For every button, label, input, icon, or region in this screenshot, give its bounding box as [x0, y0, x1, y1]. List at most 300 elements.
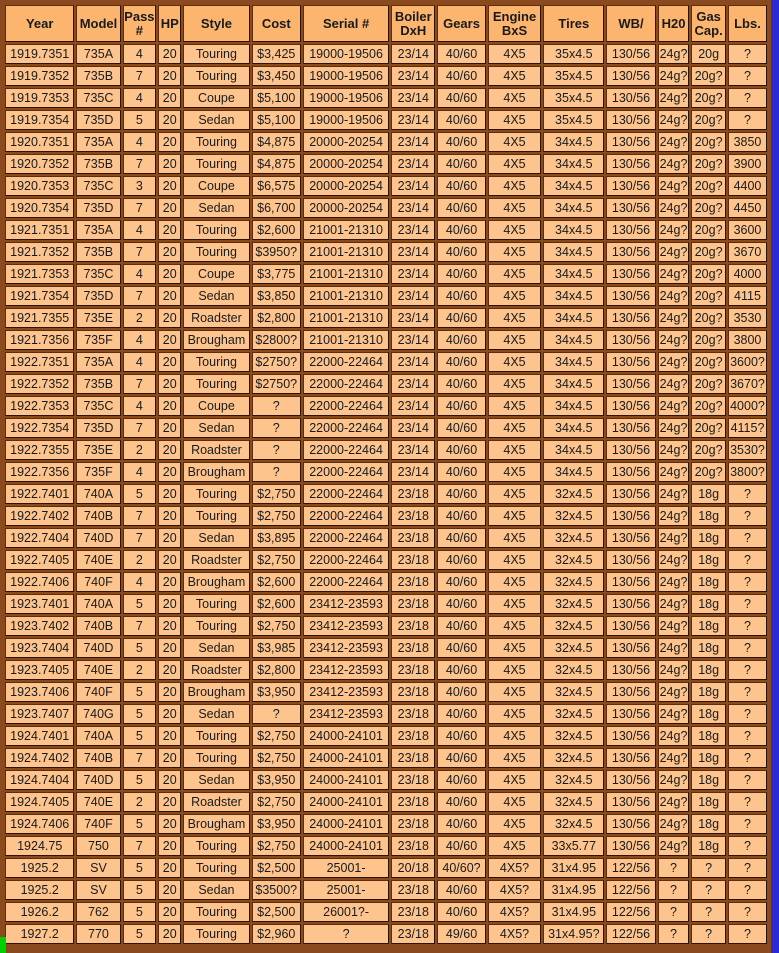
- cell-hp: 20: [158, 726, 181, 746]
- cell-h20: 24g?: [658, 506, 690, 526]
- cell-pass: 5: [123, 902, 157, 922]
- cell-boiler: 23/14: [391, 44, 435, 64]
- cell-model: 740B: [76, 616, 120, 636]
- cell-lbs: ?: [728, 792, 767, 812]
- cell-cost: $4,875: [252, 154, 301, 174]
- table-row: [5, 704, 767, 724]
- cell-model: 740F: [76, 682, 120, 702]
- cell-tires: 32x4.5: [543, 748, 604, 768]
- cell-style: Brougham: [183, 682, 249, 702]
- cell-engine: 4X5: [488, 792, 542, 812]
- cell-lbs: 3600?: [728, 352, 767, 372]
- cell-pass: 5: [123, 770, 157, 790]
- cell-engine: 4X5: [488, 726, 542, 746]
- table-row: [5, 308, 767, 328]
- cell-model: 740D: [76, 528, 120, 548]
- cell-gas-cap: 18g: [691, 638, 726, 658]
- table-row: [5, 880, 767, 900]
- table-row: [5, 220, 767, 240]
- cell-year: 1919.7351: [5, 44, 74, 64]
- cell-h20: 24g?: [658, 484, 690, 504]
- cell-wb: 122/56: [606, 924, 655, 944]
- cell-hp: 20: [158, 704, 181, 724]
- cell-engine: 4X5?: [488, 924, 542, 944]
- cell-boiler: 23/14: [391, 264, 435, 284]
- cell-gas-cap: 20g?: [691, 308, 726, 328]
- cell-boiler: 23/18: [391, 748, 435, 768]
- cell-gears: 40/60: [437, 902, 485, 922]
- cell-style: Touring: [183, 594, 249, 614]
- cell-hp: 20: [158, 638, 181, 658]
- cell-serial: 23412-23593: [303, 682, 389, 702]
- cell-boiler: 23/18: [391, 550, 435, 570]
- cell-engine: 4X5?: [488, 880, 542, 900]
- cell-boiler: 23/14: [391, 286, 435, 306]
- cell-serial: ?: [303, 924, 389, 944]
- cell-model: SV: [76, 880, 120, 900]
- cell-h20: 24g?: [658, 198, 690, 218]
- cell-serial: 19000-19506: [303, 88, 389, 108]
- cell-gas-cap: 18g: [691, 726, 726, 746]
- cell-style: Coupe: [183, 176, 249, 196]
- cell-gas-cap: 20g?: [691, 242, 726, 262]
- cell-engine: 4X5: [488, 286, 542, 306]
- cell-gears: 40/60: [437, 726, 485, 746]
- cell-gears: 40/60: [437, 242, 485, 262]
- cell-year: 1919.7352: [5, 66, 74, 86]
- cell-boiler: 20/18: [391, 858, 435, 878]
- cell-engine: 4X5: [488, 66, 542, 86]
- cell-h20: ?: [658, 924, 690, 944]
- cell-lbs: 3800: [728, 330, 767, 350]
- cell-engine: 4X5?: [488, 902, 542, 922]
- table-body: [5, 44, 767, 944]
- cell-lbs: 4000?: [728, 396, 767, 416]
- cell-model: 735E: [76, 440, 120, 460]
- cell-engine: 4X5: [488, 572, 542, 592]
- cell-engine: 4X5: [488, 220, 542, 240]
- cell-boiler: 23/18: [391, 572, 435, 592]
- cell-lbs: ?: [728, 44, 767, 64]
- cell-gas-cap: ?: [691, 858, 726, 878]
- cell-lbs: ?: [728, 506, 767, 526]
- column-header-style: Style: [183, 5, 249, 42]
- cell-cost: ?: [252, 704, 301, 724]
- cell-model: 740D: [76, 638, 120, 658]
- cell-model: 770: [76, 924, 120, 944]
- cell-gas-cap: 18g: [691, 836, 726, 856]
- cell-gas-cap: 18g: [691, 528, 726, 548]
- cell-lbs: 3670: [728, 242, 767, 262]
- cell-wb: 130/56: [606, 308, 655, 328]
- cell-tires: 35x4.5: [543, 44, 604, 64]
- cell-serial: 22000-22464: [303, 528, 389, 548]
- scrollbar-edge[interactable]: [771, 0, 779, 953]
- corner-marker: [0, 937, 6, 953]
- cell-cost: $2,750: [252, 748, 301, 768]
- cell-wb: 130/56: [606, 682, 655, 702]
- cell-wb: 130/56: [606, 506, 655, 526]
- cell-hp: 20: [158, 550, 181, 570]
- cell-tires: 34x4.5: [543, 286, 604, 306]
- cell-boiler: 23/14: [391, 198, 435, 218]
- cell-style: Sedan: [183, 198, 249, 218]
- cell-engine: 4X5: [488, 264, 542, 284]
- cell-wb: 122/56: [606, 858, 655, 878]
- cell-cost: $3,850: [252, 286, 301, 306]
- cell-year: 1925.2: [5, 858, 74, 878]
- cell-gears: 40/60: [437, 198, 485, 218]
- cell-tires: 34x4.5: [543, 198, 604, 218]
- cell-gears: 40/60: [437, 880, 485, 900]
- cell-hp: 20: [158, 572, 181, 592]
- cell-cost: ?: [252, 440, 301, 460]
- cell-tires: 32x4.5: [543, 770, 604, 790]
- cell-serial: 24000-24101: [303, 792, 389, 812]
- cell-gas-cap: 20g?: [691, 88, 726, 108]
- cell-year: 1922.7352: [5, 374, 74, 394]
- cell-gears: 40/60: [437, 286, 485, 306]
- cell-pass: 4: [123, 44, 157, 64]
- cell-gas-cap: 18g: [691, 616, 726, 636]
- cell-tires: 32x4.5: [543, 726, 604, 746]
- cell-serial: 22000-22464: [303, 352, 389, 372]
- cell-pass: 5: [123, 880, 157, 900]
- cell-style: Touring: [183, 242, 249, 262]
- table-row: [5, 418, 767, 438]
- cell-wb: 130/56: [606, 638, 655, 658]
- cell-gears: 40/60: [437, 132, 485, 152]
- cell-model: 735C: [76, 264, 120, 284]
- cell-pass: 5: [123, 858, 157, 878]
- cell-gears: 40/60: [437, 682, 485, 702]
- cell-hp: 20: [158, 484, 181, 504]
- cell-year: 1924.7402: [5, 748, 74, 768]
- cell-engine: 4X5: [488, 352, 542, 372]
- cell-gears: 40/60: [437, 704, 485, 724]
- cell-h20: 24g?: [658, 836, 690, 856]
- cell-model: 740E: [76, 550, 120, 570]
- cell-gears: 40/60: [437, 176, 485, 196]
- cell-wb: 130/56: [606, 418, 655, 438]
- cell-model: SV: [76, 858, 120, 878]
- cell-h20: 24g?: [658, 286, 690, 306]
- cell-boiler: 23/14: [391, 418, 435, 438]
- cell-year: 1920.7352: [5, 154, 74, 174]
- table-row: [5, 286, 767, 306]
- cell-tires: 34x4.5: [543, 352, 604, 372]
- cell-engine: 4X5: [488, 242, 542, 262]
- cell-gas-cap: 20g?: [691, 352, 726, 372]
- cell-lbs: 3850: [728, 132, 767, 152]
- cell-cost: $3,950: [252, 682, 301, 702]
- cell-wb: 130/56: [606, 396, 655, 416]
- cell-cost: $2,800: [252, 660, 301, 680]
- cell-hp: 20: [158, 924, 181, 944]
- cell-tires: 34x4.5: [543, 132, 604, 152]
- cell-gears: 40/60: [437, 308, 485, 328]
- cell-engine: 4X5: [488, 616, 542, 636]
- cell-boiler: 23/18: [391, 902, 435, 922]
- cell-year: 1923.7406: [5, 682, 74, 702]
- cell-boiler: 23/14: [391, 242, 435, 262]
- cell-tires: 35x4.5: [543, 66, 604, 86]
- cell-gears: 40/60: [437, 66, 485, 86]
- cell-cost: $2,750: [252, 484, 301, 504]
- cell-lbs: ?: [728, 528, 767, 548]
- column-header-cost: Cost: [252, 5, 301, 42]
- cell-year: 1924.7401: [5, 726, 74, 746]
- cell-gas-cap: 20g?: [691, 176, 726, 196]
- cell-pass: 3: [123, 176, 157, 196]
- cell-model: 735C: [76, 88, 120, 108]
- cell-gears: 49/60: [437, 924, 485, 944]
- cell-hp: 20: [158, 44, 181, 64]
- cell-pass: 4: [123, 88, 157, 108]
- cell-model: 735B: [76, 154, 120, 174]
- cell-gears: 40/60: [437, 352, 485, 372]
- cell-gas-cap: 20g?: [691, 264, 726, 284]
- cell-lbs: 3900: [728, 154, 767, 174]
- cell-serial: 22000-22464: [303, 572, 389, 592]
- cell-gas-cap: 20g?: [691, 110, 726, 130]
- cell-cost: $2,500: [252, 858, 301, 878]
- cell-year: 1921.7353: [5, 264, 74, 284]
- cell-tires: 32x4.5: [543, 506, 604, 526]
- cell-engine: 4X5: [488, 528, 542, 548]
- cell-model: 735A: [76, 352, 120, 372]
- cell-pass: 7: [123, 374, 157, 394]
- cell-year: 1925.2: [5, 880, 74, 900]
- cell-tires: 34x4.5: [543, 418, 604, 438]
- cell-engine: 4X5: [488, 638, 542, 658]
- cell-hp: 20: [158, 220, 181, 240]
- cell-style: Sedan: [183, 528, 249, 548]
- cell-gas-cap: 20g?: [691, 396, 726, 416]
- cell-hp: 20: [158, 396, 181, 416]
- cell-tires: 34x4.5: [543, 176, 604, 196]
- cell-serial: 19000-19506: [303, 44, 389, 64]
- cell-hp: 20: [158, 198, 181, 218]
- cell-serial: 24000-24101: [303, 726, 389, 746]
- cell-h20: ?: [658, 880, 690, 900]
- cell-lbs: ?: [728, 770, 767, 790]
- cell-tires: 34x4.5: [543, 462, 604, 482]
- cell-model: 762: [76, 902, 120, 922]
- column-header-tires: Tires: [543, 5, 604, 42]
- cell-pass: 5: [123, 110, 157, 130]
- cell-gas-cap: 20g?: [691, 66, 726, 86]
- column-header-pass: Pass #: [123, 5, 157, 42]
- cell-h20: 24g?: [658, 594, 690, 614]
- cell-model: 735B: [76, 242, 120, 262]
- cell-boiler: 23/18: [391, 616, 435, 636]
- cell-gas-cap: 18g: [691, 748, 726, 768]
- cell-hp: 20: [158, 902, 181, 922]
- cell-wb: 130/56: [606, 242, 655, 262]
- cell-h20: 24g?: [658, 528, 690, 548]
- cell-gas-cap: 18g: [691, 792, 726, 812]
- table-row: [5, 154, 767, 174]
- cell-year: 1922.7351: [5, 352, 74, 372]
- cell-tires: 34x4.5: [543, 264, 604, 284]
- column-header-model: Model: [76, 5, 120, 42]
- cell-gas-cap: 20g?: [691, 440, 726, 460]
- cell-style: Touring: [183, 858, 249, 878]
- cell-serial: 23412-23593: [303, 638, 389, 658]
- cell-style: Touring: [183, 484, 249, 504]
- cell-h20: 24g?: [658, 396, 690, 416]
- cell-gears: 40/60: [437, 572, 485, 592]
- cell-year: 1923.7404: [5, 638, 74, 658]
- cell-lbs: ?: [728, 726, 767, 746]
- table-row: [5, 770, 767, 790]
- cell-gas-cap: 20g?: [691, 374, 726, 394]
- cell-engine: 4X5: [488, 748, 542, 768]
- cell-hp: 20: [158, 418, 181, 438]
- cell-style: Roadster: [183, 792, 249, 812]
- column-header-h20: H20: [658, 5, 690, 42]
- cell-year: 1919.7353: [5, 88, 74, 108]
- cell-pass: 4: [123, 462, 157, 482]
- cell-lbs: 3800?: [728, 462, 767, 482]
- cell-h20: 24g?: [658, 352, 690, 372]
- cell-hp: 20: [158, 528, 181, 548]
- cell-model: 735F: [76, 330, 120, 350]
- cell-model: 735C: [76, 396, 120, 416]
- cell-wb: 130/56: [606, 748, 655, 768]
- column-header-lbs: Lbs.: [728, 5, 767, 42]
- cell-lbs: ?: [728, 616, 767, 636]
- cell-lbs: ?: [728, 748, 767, 768]
- cell-tires: 32x4.5: [543, 814, 604, 834]
- cell-year: 1924.7405: [5, 792, 74, 812]
- cell-wb: 130/56: [606, 110, 655, 130]
- cell-tires: 34x4.5: [543, 440, 604, 460]
- cell-hp: 20: [158, 836, 181, 856]
- cell-cost: $2,750: [252, 792, 301, 812]
- cell-hp: 20: [158, 132, 181, 152]
- header-row: [5, 5, 767, 42]
- cell-h20: 24g?: [658, 726, 690, 746]
- cell-lbs: 4450: [728, 198, 767, 218]
- cell-gas-cap: ?: [691, 902, 726, 922]
- cell-h20: 24g?: [658, 330, 690, 350]
- cell-style: Touring: [183, 132, 249, 152]
- cell-year: 1926.2: [5, 902, 74, 922]
- cell-style: Touring: [183, 506, 249, 526]
- cell-h20: 24g?: [658, 242, 690, 262]
- cell-h20: 24g?: [658, 418, 690, 438]
- cell-model: 740A: [76, 484, 120, 504]
- cell-h20: 24g?: [658, 440, 690, 460]
- cell-wb: 130/56: [606, 572, 655, 592]
- cell-tires: 35x4.5: [543, 88, 604, 108]
- cell-lbs: ?: [728, 550, 767, 570]
- cell-cost: $4,875: [252, 132, 301, 152]
- cell-h20: 24g?: [658, 572, 690, 592]
- cell-year: 1922.7406: [5, 572, 74, 592]
- cell-year: 1921.7355: [5, 308, 74, 328]
- column-header-serial: Serial #: [303, 5, 389, 42]
- cell-gas-cap: ?: [691, 924, 726, 944]
- cell-boiler: 23/14: [391, 330, 435, 350]
- cell-gas-cap: 20g?: [691, 462, 726, 482]
- table-row: [5, 462, 767, 482]
- cell-pass: 5: [123, 726, 157, 746]
- cell-cost: $5,100: [252, 88, 301, 108]
- column-header-boiler: Boiler DxH: [391, 5, 435, 42]
- cell-h20: 24g?: [658, 660, 690, 680]
- cell-pass: 7: [123, 242, 157, 262]
- cell-gears: 40/60: [437, 220, 485, 240]
- cell-h20: 24g?: [658, 748, 690, 768]
- cell-pass: 7: [123, 154, 157, 174]
- table-row: [5, 352, 767, 372]
- cell-tires: 33x5.77: [543, 836, 604, 856]
- column-header-hp: HP: [158, 5, 181, 42]
- cell-gears: 40/60: [437, 528, 485, 548]
- cell-serial: 24000-24101: [303, 748, 389, 768]
- cell-h20: 24g?: [658, 814, 690, 834]
- cell-cost: $2,600: [252, 572, 301, 592]
- cell-year: 1922.7402: [5, 506, 74, 526]
- cell-model: 735F: [76, 462, 120, 482]
- table-row: [5, 396, 767, 416]
- cell-tires: 34x4.5: [543, 242, 604, 262]
- cell-hp: 20: [158, 462, 181, 482]
- cell-year: 1921.7354: [5, 286, 74, 306]
- cell-boiler: 23/14: [391, 396, 435, 416]
- cell-lbs: ?: [728, 704, 767, 724]
- cell-pass: 2: [123, 792, 157, 812]
- cell-cost: $3,895: [252, 528, 301, 548]
- cell-lbs: 4115: [728, 286, 767, 306]
- cell-wb: 122/56: [606, 902, 655, 922]
- cell-boiler: 23/18: [391, 770, 435, 790]
- cell-tires: 34x4.5: [543, 396, 604, 416]
- cell-hp: 20: [158, 440, 181, 460]
- cell-serial: 24000-24101: [303, 836, 389, 856]
- cell-tires: 34x4.5: [543, 220, 604, 240]
- cell-boiler: 23/14: [391, 88, 435, 108]
- cell-pass: 7: [123, 286, 157, 306]
- cell-pass: 2: [123, 308, 157, 328]
- cell-pass: 4: [123, 330, 157, 350]
- cell-serial: 26001?-: [303, 902, 389, 922]
- table-row: [5, 330, 767, 350]
- cell-boiler: 23/18: [391, 506, 435, 526]
- cell-boiler: 23/18: [391, 682, 435, 702]
- cell-serial: 22000-22464: [303, 462, 389, 482]
- cell-pass: 7: [123, 66, 157, 86]
- cell-boiler: 23/18: [391, 594, 435, 614]
- cell-model: 740A: [76, 726, 120, 746]
- cell-pass: 4: [123, 352, 157, 372]
- cell-wb: 130/56: [606, 330, 655, 350]
- cell-boiler: 23/18: [391, 792, 435, 812]
- cell-engine: 4X5: [488, 682, 542, 702]
- cell-wb: 130/56: [606, 264, 655, 284]
- cell-gears: 40/60: [437, 616, 485, 636]
- cell-year: 1922.7404: [5, 528, 74, 548]
- cell-cost: $3,425: [252, 44, 301, 64]
- cell-serial: 20000-20254: [303, 198, 389, 218]
- cell-style: Coupe: [183, 396, 249, 416]
- cell-year: 1924.7406: [5, 814, 74, 834]
- cell-h20: 24g?: [658, 88, 690, 108]
- cell-hp: 20: [158, 330, 181, 350]
